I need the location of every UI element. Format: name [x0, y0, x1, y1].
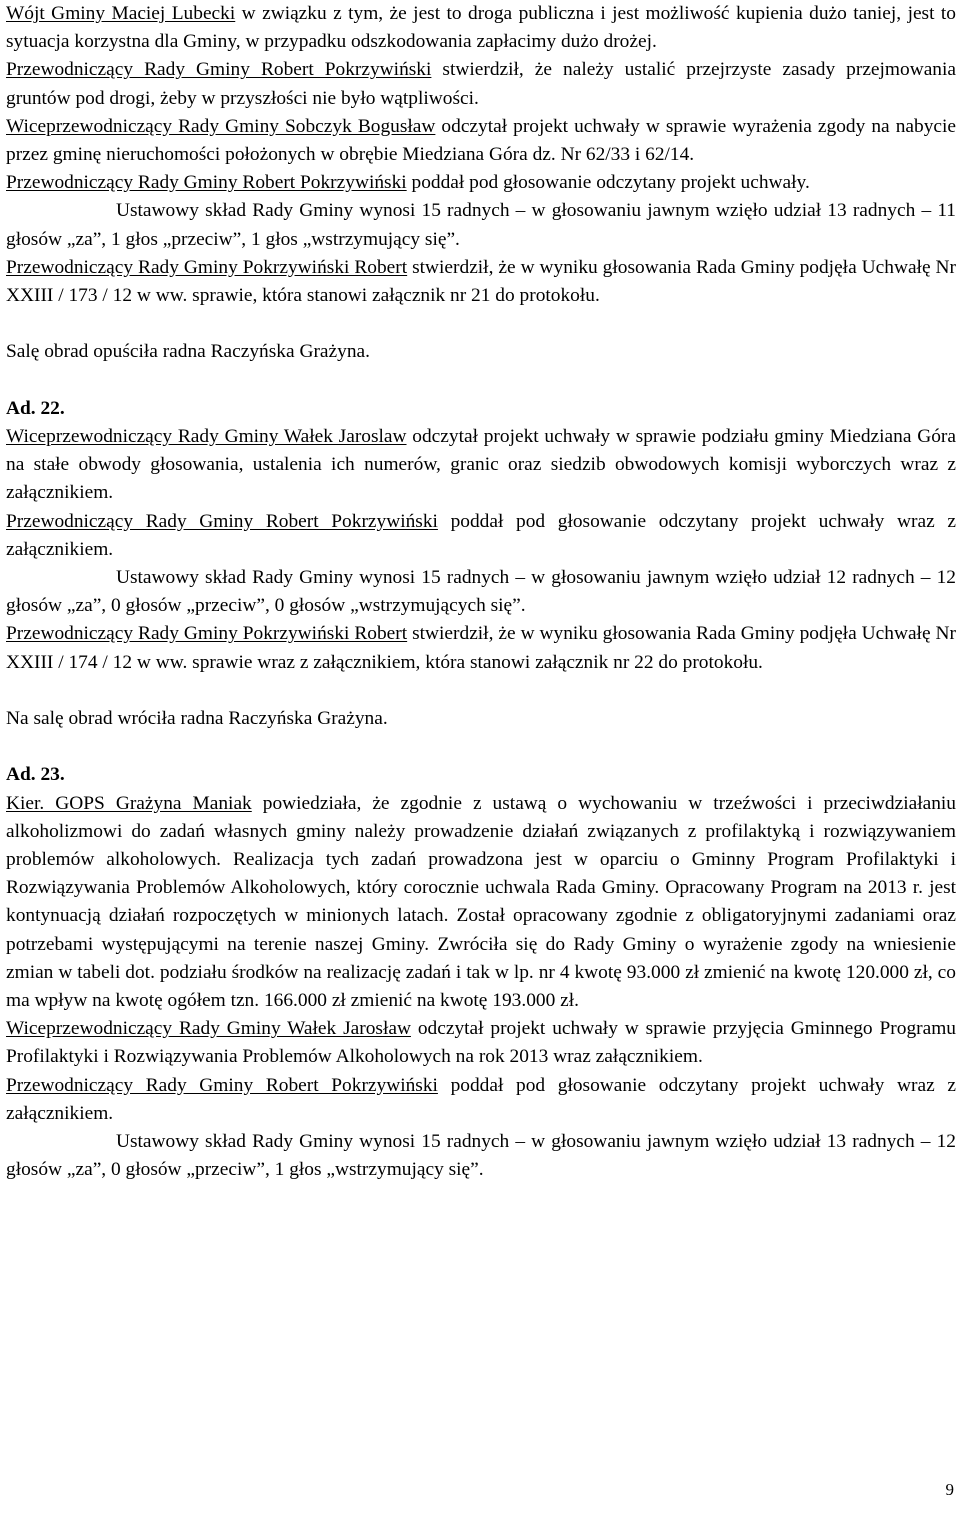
statement-text: poddał pod głosowanie odczytany projekt uchwały wraz z załącznikiem. [6, 1074, 956, 1124]
note-line: Salę obrad opuściła radna Raczyńska Grażyna. [6, 341, 370, 363]
statement-text: odczytał projekt uchwały w sprawie przyjęcia Gminnego Programu Profilaktyki i Rozwiązywania Problemów Alkoholowych na rok 2013 wraz załącznikiem. [6, 1018, 956, 1068]
blank-line [6, 310, 956, 338]
statement-paragraph [6, 620, 956, 676]
speaker-name: Przewodniczący Rady Gminy Robert Pokrzywiński [6, 510, 438, 532]
statement-text: poddał pod głosowanie odczytany projekt uchwały wraz z załącznikiem. [6, 510, 956, 560]
speaker-name: Przewodniczący Rady Gminy Pokrzywiński Robert [6, 623, 408, 645]
statement-paragraph [6, 254, 956, 310]
blank-line [6, 677, 956, 705]
statement-text: stwierdził, że należy ustalić przejrzyste zasady przejmowania gruntów pod drogi, żeby w przyszłości nie było wątpliwości. [6, 59, 956, 109]
speaker-name: Przewodniczący Rady Gminy Robert Pokrzywiński [6, 1074, 438, 1096]
blank-line [6, 733, 956, 761]
note-line: Na salę obrad wróciła radna Raczyńska Grażyna. [6, 708, 388, 730]
agenda-item-heading: Ad. 23. [6, 764, 65, 786]
speaker-name: Wiceprzewodniczący Rady Gminy Wałek Jarosław [6, 1018, 411, 1040]
speaker-name: Przewodniczący Rady Gminy Robert Pokrzywiński [6, 172, 407, 194]
statement-paragraph [6, 113, 956, 169]
speaker-name: Kier. GOPS Grażyna Maniak [6, 792, 252, 814]
statement-text: powiedziała, że zgodnie z ustawą o wychowaniu w trzeźwości i przeciwdziałaniu alkoholizmowi do zadań własnych gminy należy prowadzenie działań związanych z profilaktyką i rozwiązywaniem problemów alkoholowych. Realizacja tych zadań prowadzona jest w oparciu o Gminny Program Profilaktyki i Rozwiązywania Problemów Alkoholowych, który corocznie uchwala Rada Gminy. Opracowany Program na 2013 r. jest kontynuacją działań rozpoczętych w minionych latach. Został opracowany zgodnie z obligatoryjnymi zadaniami oraz potrzebami występującymi na terenie naszej Gminy. Zwróciła się do Rady Gminy o wyrażenie zgody na wniesienie zmian w tabeli dot. podziału środków na realizację zadań i tak w lp. nr 4 kwotę 93.000 zł zmienić na kwotę 120.000 zł, co ma wpływ na kwotę ogółem tzn. 166.000 zł zmienić na kwotę 193.000 zł. [6, 792, 956, 1012]
statement-text: stwierdził, że w wyniku głosowania Rada Gminy podjęła Uchwałę Nr XXIII / 174 / 12 w ww. sprawie wraz z załącznikiem, która stanowi załącznik nr 22 do protokołu. [6, 623, 956, 673]
speaker-name: Wójt Gminy Maciej Lubecki [6, 3, 236, 24]
statement-text: poddał pod głosowanie odczytany projekt uchwały. [406, 172, 810, 194]
vote-result: Ustawowy skład Rady Gminy wynosi 15 radnych – w głosowaniu jawnym wzięło udział 12 radnych – 12 głosów „za”, 0 głosów „przeciw”, 0 głosów „wstrzymujących się”. [6, 567, 956, 617]
document-page [6, 0, 956, 1184]
statement-paragraph [6, 169, 956, 197]
statement-text: odczytał projekt uchwały w sprawie podziału gminy Miedziana Góra na stałe obwody głosowania, ustalenia ich numerów, granic oraz siedzib obwodowych komisji wyborczych wraz z załącznikiem. [6, 426, 956, 504]
statement-paragraph [6, 508, 956, 564]
vote-result: Ustawowy skład Rady Gminy wynosi 15 radnych – w głosowaniu jawnym wzięło udział 13 radnych – 12 głosów „za”, 0 głosów „przeciw”, 1 głos „wstrzymujący się”. [6, 1131, 956, 1181]
statement-paragraph [6, 790, 956, 1016]
statement-text: w związku z tym, że jest to droga publiczna i jest możliwość kupienia dużo taniej, jest to sytuacja korzystna dla Gminy, w przypadku odszkodowania zapłacimy dużo drożej. [6, 3, 956, 53]
agenda-item-heading: Ad. 22. [6, 397, 65, 419]
blank-line [6, 367, 956, 395]
vote-result: Ustawowy skład Rady Gminy wynosi 15 radnych – w głosowaniu jawnym wzięło udział 13 radnych – 11 głosów „za”, 1 głos „przeciw”, 1 głos „wstrzymujący się”. [6, 200, 956, 250]
statement-text: stwierdził, że w wyniku głosowania Rada Gminy podjęła Uchwałę Nr XXIII / 173 / 12 w ww. sprawie, która stanowi załącznik nr 21 do protokołu. [6, 256, 956, 307]
speaker-name: Przewodniczący Rady Gminy Robert Pokrzywiński [6, 59, 432, 81]
statement-paragraph [6, 0, 956, 56]
speaker-name: Wiceprzewodniczący Rady Gminy Wałek Jaroslaw [6, 426, 407, 448]
speaker-name: Przewodniczący Rady Gminy Pokrzywiński Robert [6, 256, 408, 278]
page-number: 9 [945, 1480, 954, 1499]
statement-paragraph [6, 1072, 956, 1128]
statement-text: odczytał projekt uchwały w sprawie wyrażenia zgody na nabycie przez gminę nieruchomości położonych w obrębie Miedziana Góra dz. Nr 62/33 i 62/14. [6, 115, 956, 166]
statement-paragraph [6, 56, 956, 112]
statement-paragraph [6, 423, 956, 508]
speaker-name: Wiceprzewodniczący Rady Gminy Sobczyk Bogusław [6, 115, 436, 137]
statement-paragraph [6, 1015, 956, 1071]
